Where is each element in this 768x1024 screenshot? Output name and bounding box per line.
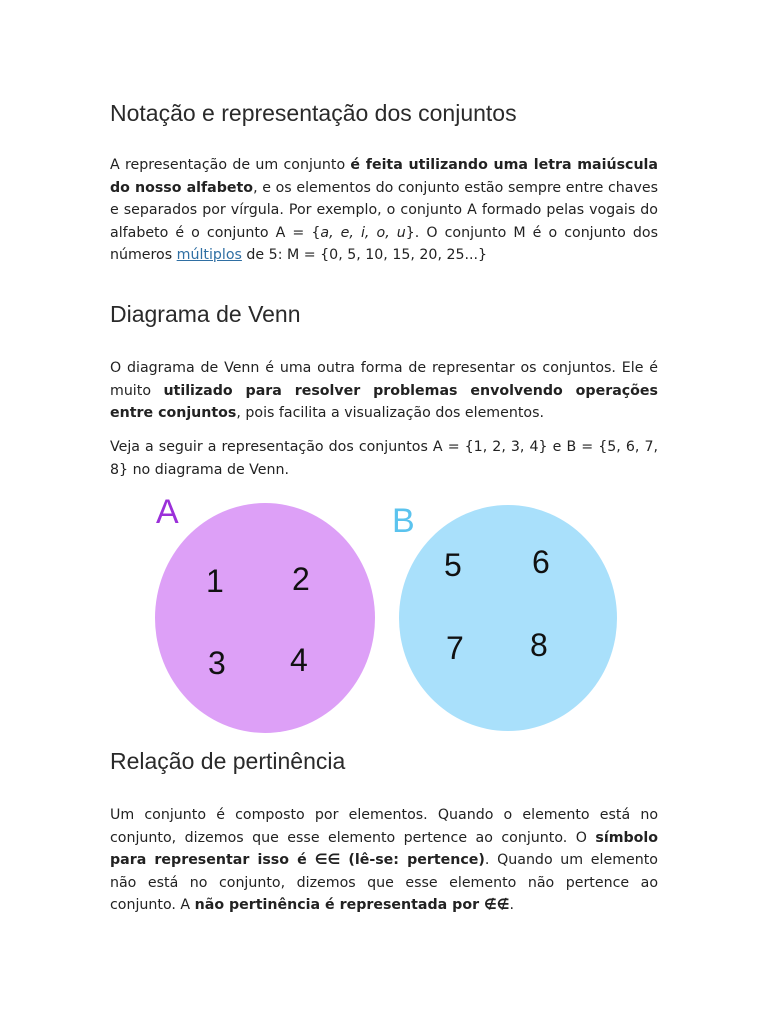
paragraph-pertinence — [110, 804, 658, 917]
paragraph-notation — [110, 154, 658, 267]
set-b-element: 5 — [444, 547, 462, 583]
bold-text: é feita utilizando uma letra maiúscula do nosso alfabeto — [110, 157, 658, 196]
bold-text: não pertinência é representada por ∉∉ — [194, 897, 510, 913]
set-b-element: 7 — [446, 630, 464, 666]
paragraph-venn-example — [110, 436, 658, 481]
set-b-element: 6 — [532, 544, 550, 580]
set-b-element: 8 — [530, 627, 548, 663]
multiplos-link[interactable]: múltiplos — [176, 247, 242, 263]
text: Um conjunto é composto por elementos. Quando o elemento está no conjunto, dizemos que esse elemento pertence ao conjunto. O — [110, 807, 658, 846]
set-a-label: A — [156, 493, 179, 531]
section-title-venn: Diagrama de Venn — [110, 301, 301, 327]
set-b-label: B — [392, 502, 415, 540]
paragraph-venn-intro — [110, 357, 658, 425]
italic-text: a, e, i, o, u — [320, 224, 406, 241]
set-a-element: 2 — [292, 561, 310, 597]
venn-diagram — [140, 490, 640, 740]
text: , e os elementos do conjunto estão sempre entre chaves e separados por vírgula. Por exemplo, o conjunto A formado pelas vogais do alfabeto é o conjunto A = { — [110, 179, 658, 241]
text: O diagrama de Venn é uma outra forma de representar os conjuntos. Ele é muito — [110, 360, 658, 399]
set-b-circle — [399, 505, 617, 731]
text: , pois facilita a visualização dos elementos. — [236, 405, 544, 421]
text: Veja a seguir a representação dos conjuntos A = {1, 2, 3, 4} e B = {5, 6, 7, 8} no diagrama de Venn. — [110, 439, 658, 478]
set-a-element: 4 — [290, 642, 308, 678]
bold-text: símbolo para representar isso é ∈∈ (lê-se: pertence) — [110, 829, 658, 868]
bold-text: utilizado para resolver problemas envolvendo operações entre conjuntos — [110, 382, 658, 421]
text: }. O conjunto M é o conjunto dos números — [110, 224, 658, 263]
section-title-notation: Notação e representação dos conjuntos — [110, 100, 517, 126]
set-a-element: 3 — [208, 645, 226, 681]
text: . Quando um elemento não está no conjunto, dizemos que esse elemento não pertence ao conjunto. A — [110, 852, 658, 913]
set-a-circle — [155, 503, 375, 733]
text: A representação de um conjunto — [110, 157, 351, 173]
text: . — [509, 897, 514, 913]
set-a-element: 1 — [206, 563, 224, 599]
section-title-pertinence: Relação de pertinência — [110, 748, 346, 774]
text: de 5: M = {0, 5, 10, 15, 20, 25...} — [241, 247, 488, 263]
